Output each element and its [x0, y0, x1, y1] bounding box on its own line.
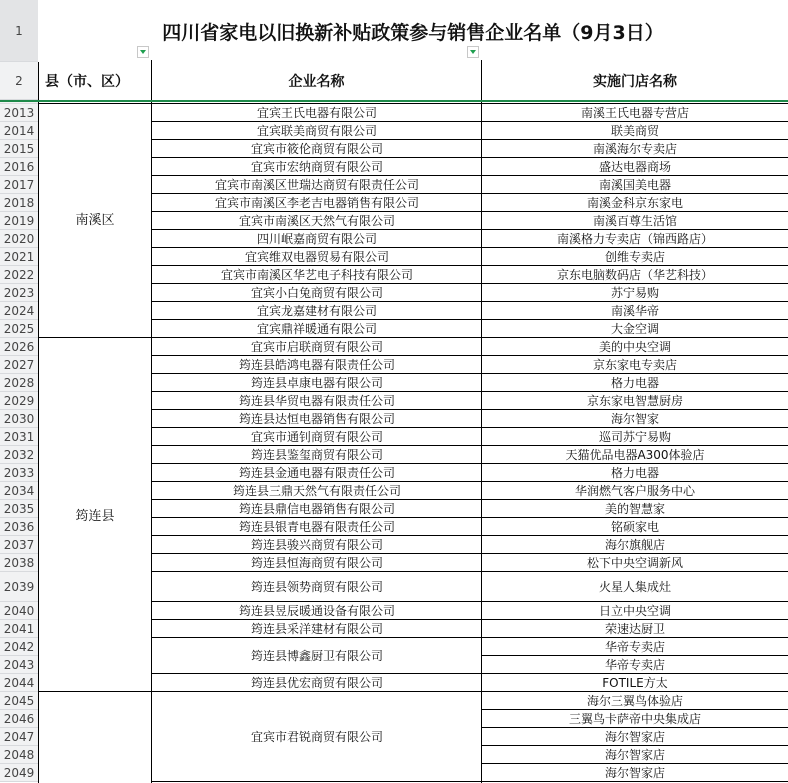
company-name-cell[interactable]: 宜宾联美商贸有限公司	[152, 122, 482, 140]
store-name-cell[interactable]: 京东家电专卖店	[482, 356, 788, 374]
company-name-cell[interactable]: 宜宾市通钊商贸有限公司	[152, 428, 482, 446]
company-name-cell[interactable]: 宜宾市南溪区李老吉电器销售有限公司	[152, 194, 482, 212]
store-name-cell[interactable]: 京东家电智慧厨房	[482, 392, 788, 410]
company-name-cell[interactable]: 宜宾市宏纳商贸有限公司	[152, 158, 482, 176]
store-name-cell[interactable]: 华帝专卖店	[482, 656, 788, 674]
row-header[interactable]: 2028	[0, 374, 38, 392]
company-name-cell[interactable]: 筠连县鉴玺商贸有限公司	[152, 446, 482, 464]
row-header[interactable]: 2025	[0, 320, 38, 338]
row-header[interactable]: 2041	[0, 620, 38, 638]
store-name-cell[interactable]: 华润燃气客户服务中心	[482, 482, 788, 500]
company-name-cell[interactable]: 筠连县金通电器有限责任公司	[152, 464, 482, 482]
row-header[interactable]: 2014	[0, 122, 38, 140]
district-cell[interactable]: 筠连县	[39, 338, 151, 692]
store-name-cell[interactable]: 联美商贸	[482, 122, 788, 140]
store-name-cell[interactable]: 苏宁易购	[482, 284, 788, 302]
store-name-cell[interactable]: 松下中央空调新风	[482, 554, 788, 572]
district-cell[interactable]: 南溪区	[39, 100, 151, 338]
store-name-cell[interactable]: 铭硕家电	[482, 518, 788, 536]
row-header[interactable]: 2017	[0, 176, 38, 194]
row-header[interactable]: 2023	[0, 284, 38, 302]
store-name-cell[interactable]: 南溪海尔专卖店	[482, 140, 788, 158]
border-line	[151, 60, 152, 783]
store-name-cell[interactable]: 海尔三翼鸟体验店	[482, 692, 788, 710]
column-header-company[interactable]: 企业名称	[288, 74, 345, 90]
row-header[interactable]: 2039	[0, 572, 38, 602]
store-name-cell[interactable]: 创维专卖店	[482, 248, 788, 266]
company-name-cell[interactable]: 筠连县银青电器有限责任公司	[152, 518, 482, 536]
company-name-cell[interactable]: 筠连县昱辰暖通设备有限公司	[152, 602, 482, 620]
row-header[interactable]: 2019	[0, 212, 38, 230]
store-name-cell[interactable]: 南溪百尊生活馆	[482, 212, 788, 230]
company-name-cell[interactable]: 宜宾市君锐商贸有限公司	[152, 692, 482, 782]
sheet-title: 四川省家电以旧换新补贴政策参与销售企业名单（9月3日）	[162, 21, 664, 44]
store-name-cell[interactable]: 美的智慧家	[482, 500, 788, 518]
row-header[interactable]: 2034	[0, 482, 38, 500]
company-name-cell[interactable]: 筠连县恒海商贸有限公司	[152, 554, 482, 572]
company-name-cell[interactable]: 四川岷嘉商贸有限公司	[152, 230, 482, 248]
row-header[interactable]: 2040	[0, 602, 38, 620]
store-name-cell[interactable]: 海尔智家店	[482, 764, 788, 782]
store-name-cell[interactable]: 海尔智家店	[482, 728, 788, 746]
row-header[interactable]: 2045	[0, 692, 38, 710]
column-header-district[interactable]: 县（市、区）	[45, 74, 129, 90]
company-name-cell[interactable]: 筠连县三鼎天然气有限责任公司	[152, 482, 482, 500]
row-header[interactable]: 2036	[0, 518, 38, 536]
store-name-cell[interactable]: 巡司苏宁易购	[482, 428, 788, 446]
row-header[interactable]: 2030	[0, 410, 38, 428]
row-header[interactable]: 2020	[0, 230, 38, 248]
row-header[interactable]: 2043	[0, 656, 38, 674]
company-name-cell[interactable]: 筠连县达恒电器销售有限公司	[152, 410, 482, 428]
store-name-cell[interactable]: 美的中央空调	[482, 338, 788, 356]
row-header[interactable]: 2037	[0, 536, 38, 554]
store-name-cell[interactable]: 荣速达厨卫	[482, 620, 788, 638]
row-header[interactable]: 2042	[0, 638, 38, 656]
company-name-cell[interactable]: 宜宾鼎祥暖通有限公司	[152, 320, 482, 338]
company-name-cell[interactable]: 宜宾市启联商贸有限公司	[152, 338, 482, 356]
row-header[interactable]: 2027	[0, 356, 38, 374]
company-name-cell[interactable]: 宜宾市筱伦商贸有限公司	[152, 140, 482, 158]
row-header-1[interactable]: 1	[0, 0, 38, 62]
row-header[interactable]: 2044	[0, 674, 38, 692]
company-name-cell[interactable]: 宜宾市南溪区世瑞达商贸有限责任公司	[152, 176, 482, 194]
store-name-cell[interactable]: 格力电器	[482, 374, 788, 392]
border-line	[38, 103, 788, 104]
row-header[interactable]: 2024	[0, 302, 38, 320]
row-header[interactable]: 2029	[0, 392, 38, 410]
store-name-cell[interactable]: 火星人集成灶	[482, 572, 788, 602]
row-header[interactable]: 2031	[0, 428, 38, 446]
row-header[interactable]: 2016	[0, 158, 38, 176]
row-header[interactable]: 2013	[0, 104, 38, 122]
store-name-cell[interactable]: 海尔旗舰店	[482, 536, 788, 554]
store-name-cell[interactable]: 京东电脑数码店（华艺科技）	[482, 266, 788, 284]
row-header[interactable]: 2032	[0, 446, 38, 464]
row-header[interactable]: 2026	[0, 338, 38, 356]
store-name-cell[interactable]: 盛达电器商场	[482, 158, 788, 176]
company-name-cell[interactable]: 筠连县采洋建材有限公司	[152, 620, 482, 638]
row-header[interactable]: 2047	[0, 728, 38, 746]
border-line	[481, 60, 482, 783]
row-header[interactable]: 2038	[0, 554, 38, 572]
column-header-store[interactable]: 实施门店名称	[593, 74, 677, 90]
company-name-cell[interactable]: 筠连县优宏商贸有限公司	[152, 674, 482, 692]
row-header-2[interactable]: 2	[0, 62, 38, 100]
store-name-cell[interactable]: 南溪国美电器	[482, 176, 788, 194]
filter-dropdown-col-b[interactable]	[467, 46, 479, 58]
store-name-cell[interactable]: 大金空调	[482, 320, 788, 338]
company-name-cell[interactable]: 宜宾小白兔商贸有限公司	[152, 284, 482, 302]
store-name-cell[interactable]: 三翼鸟卡萨帝中央集成店	[482, 710, 788, 728]
store-name-cell[interactable]: 南溪格力专卖店（锦西路店）	[482, 230, 788, 248]
store-name-cell[interactable]: 南溪金科京东家电	[482, 194, 788, 212]
company-name-cell[interactable]: 筠连县领势商贸有限公司	[152, 572, 482, 602]
company-name-cell[interactable]: 宜宾龙嘉建材有限公司	[152, 302, 482, 320]
company-name-cell[interactable]: 筠连县华贸电器有限责任公司	[152, 392, 482, 410]
filter-dropdown-col-a[interactable]	[137, 46, 149, 58]
border-line	[38, 62, 39, 783]
store-name-cell[interactable]: 日立中央空调	[482, 602, 788, 620]
store-name-cell[interactable]: 天猫优品电器A300体验店	[482, 446, 788, 464]
chevron-down-icon	[470, 50, 476, 54]
store-name-cell[interactable]: 海尔智家店	[482, 746, 788, 764]
store-name-cell[interactable]: 南溪华帝	[482, 302, 788, 320]
company-name-cell[interactable]: 筠连县骏兴商贸有限公司	[152, 536, 482, 554]
store-name-cell[interactable]: 南溪王氏电器专营店	[482, 104, 788, 122]
store-name-cell[interactable]: 格力电器	[482, 464, 788, 482]
row-header[interactable]: 2015	[0, 140, 38, 158]
row-header[interactable]: 2022	[0, 266, 38, 284]
store-name-cell[interactable]: FOTILE方太	[482, 674, 788, 692]
company-name-cell[interactable]: 筠连县皓鸿电器有限责任公司	[152, 356, 482, 374]
row-header[interactable]: 2048	[0, 746, 38, 764]
district-cell-empty[interactable]	[39, 692, 151, 783]
company-name-cell[interactable]: 宜宾王氏电器有限公司	[152, 104, 482, 122]
row-header[interactable]: 2018	[0, 194, 38, 212]
row-header[interactable]: 2049	[0, 764, 38, 782]
company-name-cell[interactable]: 筠连县鼎信电器销售有限公司	[152, 500, 482, 518]
row-header[interactable]: 2021	[0, 248, 38, 266]
company-name-cell[interactable]: 筠连县博鑫厨卫有限公司	[152, 638, 482, 674]
row-header[interactable]: 2046	[0, 710, 38, 728]
company-name-cell[interactable]: 宜宾维双电器贸易有限公司	[152, 248, 482, 266]
company-name-cell[interactable]: 宜宾市南溪区天然气有限公司	[152, 212, 482, 230]
chevron-down-icon	[140, 50, 146, 54]
row-header[interactable]: 2035	[0, 500, 38, 518]
freeze-pane-line	[0, 100, 788, 102]
store-name-cell[interactable]: 海尔智家	[482, 410, 788, 428]
company-name-cell[interactable]: 宜宾市南溪区华艺电子科技有限公司	[152, 266, 482, 284]
company-name-cell[interactable]: 筠连县卓康电器有限公司	[152, 374, 482, 392]
store-name-cell[interactable]: 华帝专卖店	[482, 638, 788, 656]
row-header[interactable]: 2033	[0, 464, 38, 482]
